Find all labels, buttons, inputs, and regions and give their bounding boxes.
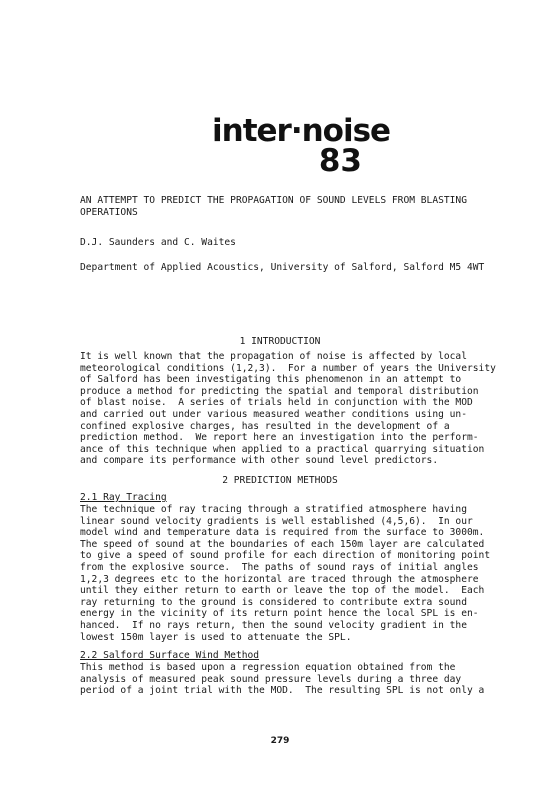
subsection-2-2-body: This method is based upon a regression equation obtained from the analysis of measured peak sound pressure levels during a three day period of a joint trial with the MOD. The resulting SPL is not only a [80, 662, 485, 697]
section-1-heading: 1 INTRODUCTION [239, 336, 321, 347]
paper-authors: D.J. Saunders and C. Waites [80, 237, 236, 248]
page-number: 279 [270, 736, 290, 746]
section-1-body: It is well known that the propagation of noise is affected by local meteorological conditions (1,2,3). For a number of years the University of Salford has been investigating this phenomenon in an attempt to produce a method for predicting the spatial and temporal distribution of blast noise. A series of trials held in conjunction with the MOD and carried out under various measured weather conditions using un- confined explosive charges, has resulted in the development of a prediction method. We report here an investigation into the perform- ance of this technique when applied to a practical quarrying situation and compare its performance with other sound level predictors. [80, 351, 496, 467]
subsection-2-1-heading: 2.1 Ray Tracing [80, 492, 167, 503]
subsection-2-2-heading: 2.2 Salford Surface Wind Method [80, 650, 260, 661]
section-2-heading: 2 PREDICTION METHODS [222, 475, 338, 486]
subsection-2-1-body: The technique of ray tracing through a stratified atmosphere having linear sound velocity gradients is well established (4,5,6). In our model wind and temperature data is required from the surface to 3000m. The speed of sound at the boundaries of each 150m layer are calculated to give a speed of sound profile for each direction of monitoring point from the explosive source. The paths of sound rays of initial angles 1,2,3 degrees etc to the horizontal are traced through the atmosphere until they either return to earth or leave the top of the model. Each ray returning to the ground is considered to contribute extra sound energy in the vicinity of its return point hence the local SPL is en- hanced. If no rays return, then the sound velocity gradient in the lowest 150m layer is used to attenuate the SPL. [80, 504, 491, 643]
paper-title: AN ATTEMPT TO PREDICT THE PROPAGATION OF SOUND LEVELS FROM BLASTING OPERATIONS [80, 195, 467, 218]
conference-logo [212, 113, 391, 179]
logo-line2: 83 [318, 143, 362, 179]
paper-affiliation: Department of Applied Acoustics, University of Salford, Salford M5 4WT [80, 262, 485, 273]
logo-line1: inter·noise [212, 113, 391, 149]
